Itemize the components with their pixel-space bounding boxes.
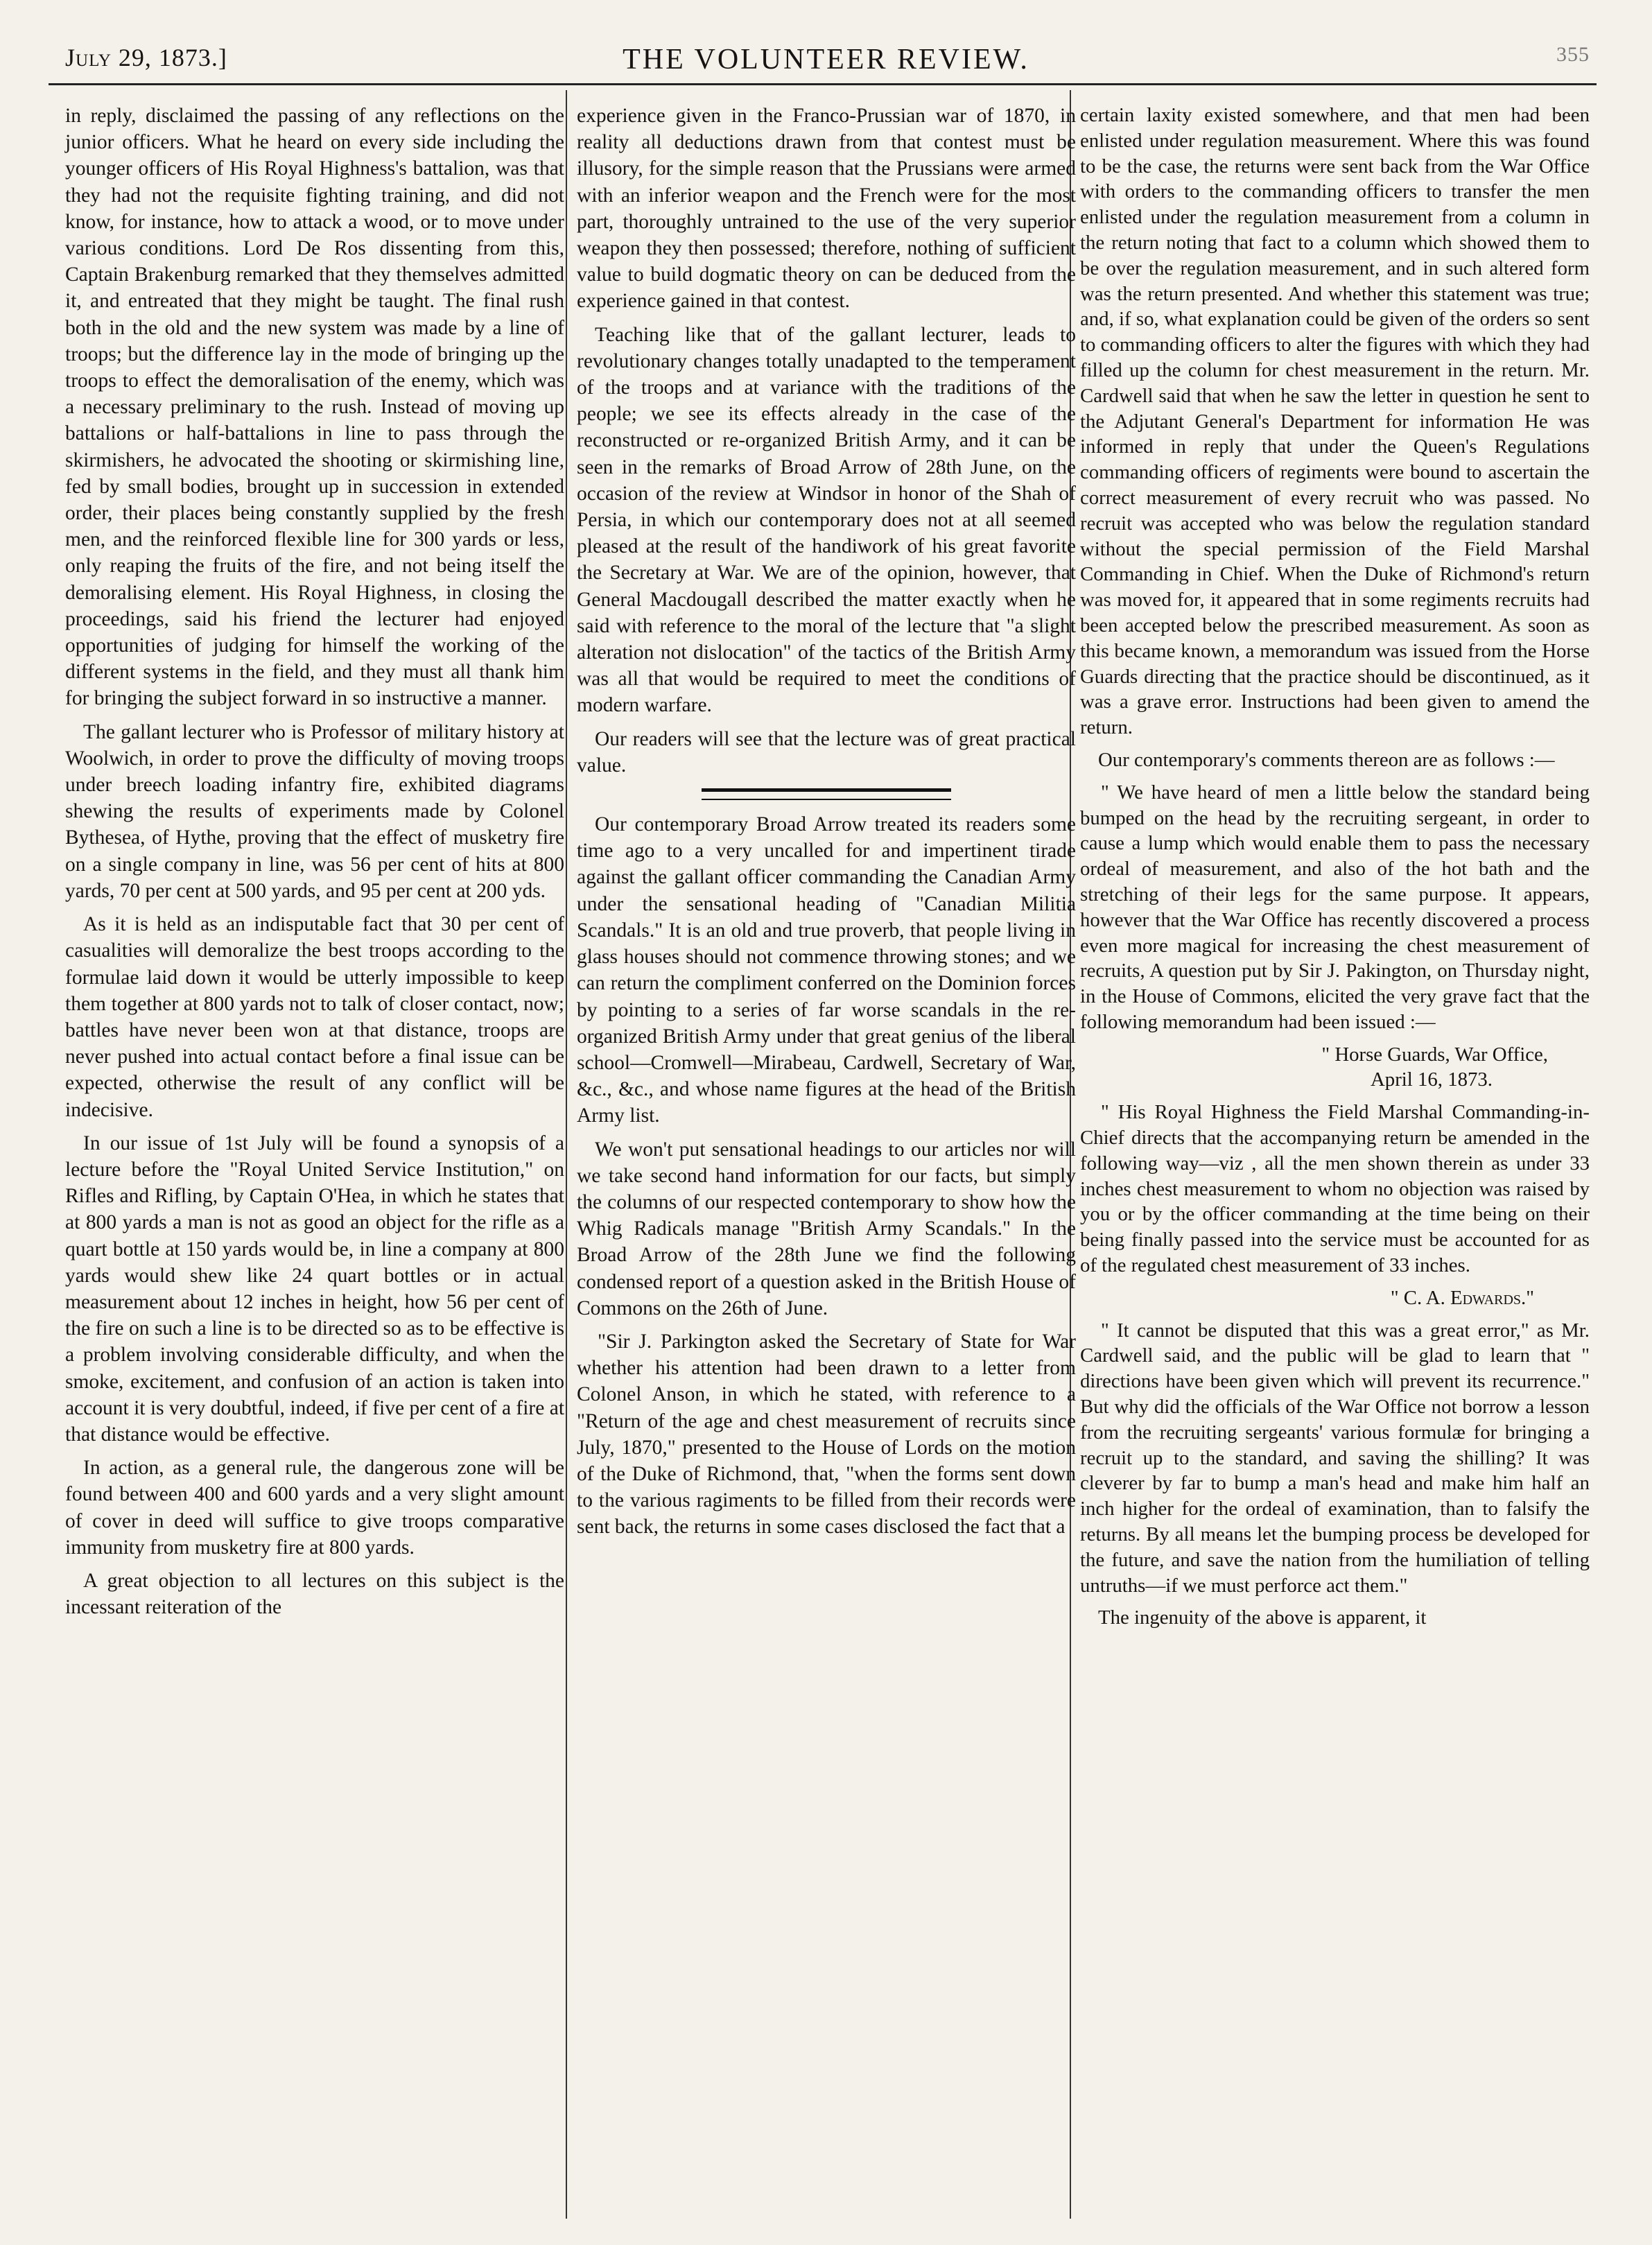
paragraph: The ingenuity of the above is apparent, it (1098, 1606, 1427, 1629)
paragraph: We won't put sensational headings to our articles nor will we take second hand information for our facts, but simply the columns of our respected contemporary to show how the Whig Radicals manage "British Army Scandals." In the Broad Arrow of the 28th June we find the following condensed report of a question asked in the British House of Commons on the 26th of June. (577, 1138, 1076, 1319)
quoted-paragraph: "Sir J. Parkington asked the Secretary of State for War whether his attention had been drawn to a letter from Colonel Anson, in which he stated, with reference to a "Return of the age and chest measurement of recruits since July, 1870," presented to the House of Lords on the motion of the Duke of Richmond, that, "when the forms sent down to the various ragiments to be filled from their records were sent back, the returns in some cases disclosed the fact that a (577, 1330, 1076, 1538)
header-rule (49, 83, 1597, 85)
memo-date: April 16, 1873. (1371, 1068, 1493, 1091)
paragraph: in reply, disclaimed the passing of any reflections on the junior officers. What he heard on every side including the younger officers of His Royal Highness's battalion, was that they had not the requisite fighting training, and did not know, for instance, how to attack a wood, or to move under various conditions. Lord De Ros dissenting from this, Captain Brakenburg remarked that they themselves admitted it, and entreated that they might be taught. The final rush both in the old and the new system was made by a line of troops; but the difference lay in the mode of bringing up the troops to effect the demoralisation of the enemy, which was a necessary preliminary to the rush. Instead of moving up battalions or half-battalions in line to pass through the skirmishers, he advocated the shooting or skirmishing line, fed by small bodies, brought up in succession in extended order, their places being constantly supplied by the fresh men, and the reinforced flexible line for 300 yards or less, only reaping the fruits of the fire, and not being itself the demoralising element. His Royal Highness, in closing the proceedings, said his friend the lecturer had enjoyed opportunities of judging for himself the working of the different systems in the field, and they must all thank him for bringing the subject forward in so instructive a manner. (65, 105, 564, 710)
memo-body: " His Royal Highness the Field Marshal Commanding-in-Chief directs that the accompanying return be amended in the following way—viz , all the men shown therein as under 33 inches chest measurement to whom no objection was raised by you or by the officer commanding at the time being on their being finally passed into the service must be accounted for as of the regulated chest measurement of 33 inches. (1080, 1101, 1590, 1277)
paragraph: In action, as a general rule, the dangerous zone will be found between 400 and 600 yards and a very slight amount of cover in deed will suffice to give troops comparative immunity from musketry fire at 800 yards. (65, 1457, 564, 1559)
memo-place: " Horse Guards, War Office, (1321, 1043, 1548, 1066)
column-1 (65, 103, 564, 1627)
quoted-paragraph: " We have heard of men a little below the standard being bumped on the head by the recruiting sergeant, in order to cause a lump which would enable them to pass the necessary ordeal of measurement, and also of the hot bath and the stretching of their legs for the same purpose. It appears, however that the War Office has recently discovered a process even more magical for increasing the chest measurement of recruits, A question put by Sir J. Pakington, on Thursday night, in the House of Commons, elicited the very grave fact that the following memorandum had been issued :— (1080, 781, 1590, 1033)
page-number: 355 (1556, 43, 1590, 66)
paragraph: Our readers will see that the lecture was of great practical value. (577, 727, 1076, 777)
memo-signature: " C. A. Edwards." (1390, 1286, 1534, 1309)
paragraph: experience given in the Franco-Prussian war of 1870, in reality all deductions drawn from that contest must be illusory, for the simple reason that the Prussians were armed with an inferior weapon and the French were for the most part, thoroughly untrained to the use of the very superior weapon they then possessed; therefore, nothing of sufficient value to build dogmatic theory on can be deduced from the experience gained in that contest. (577, 105, 1076, 313)
paragraph: Our contemporary Broad Arrow treated its readers some time ago to a very uncalled for and impertinent tirade against the gallant officer commanding the Canadian Army under the sensational heading of "Canadian Militia Scandals." It is an old and true proverb, that people living in glass houses should not commence throwing stones; and we can return the compliment conferred on the Dominion forces by pointing to a series of far worse scandals in the re-organized British Army under that great genius of the liberal school—Cromwell—Mirabeau, Cardwell, Secretary of War, &c., &c., and whose name figures at the head of the British Army list. (577, 813, 1076, 1127)
paragraph: In our issue of 1st July will be found a synopsis of a lecture before the "Royal United Service Institution," on Rifles and Rifling, by Captain O'Hea, in which he states that at 800 yards a man is not as good an object for the rifle as a quart bottle at 150 yards would be, in line a company at 800 yards would shew like 24 quart bottles or in actual measurement about 12 inches in height, how 56 per cent of the fire on such a line is to be directed so as to be effective is a problem involving considerable difficulty, and when the smoke, excitement, and confusion of an action is taken into account it is very doubtful, indeed, if five per cent of a fire at that distance would be effective. (65, 1132, 565, 1446)
publication-title: THE VOLUNTEER REVIEW. (623, 44, 1029, 76)
paragraph: A great objection to all lectures on this subject is the incessant reiteration of the (65, 1569, 564, 1619)
paragraph: certain laxity existed somewhere, and that men had been enlisted under regulation measurement. Where this was found to be the case, the returns were sent back from the War Office with orders to the commanding officers to transfer the men enlisted under the regulation measurement from a column in the return noting that fact to a column which showed them to be over the regulation measurement, and in such altered form was the return presented. And whether this statement was true; and, if so, what explanation could be given of the orders so sent to commanding officers to alter the figures with which they had filled up the column for chest measurement in the return. Mr. Cardwell said that when he saw the letter in question he sent to the Adjutant General's Department for information He was informed in reply that under the Queen's Regulations commanding officers of regiments were bound to ascertain the correct measurement of every recruit who was passed. No recruit was accepted who was below the regulation standard without the special permission of the Field Marshal Commanding in Chief. When the Duke of Richmond's return was moved for, it appeared that in some regiments recruits had been accepted below the prescribed measurement. As soon as this became known, a memorandum was issued from the Horse Guards directing that the practice should be discontinued, as it was a grave error. Instructions had been given to amend the return. (1080, 104, 1590, 739)
paragraph: " It cannot be disputed that this was a great error," as Mr. Cardwell said, and the public will be glad to learn that " directions have been given which will prevent its recurrence." But why did the officials of the War Office not borrow a lesson from the recruiting sergeants' various formulæ for bringing a recruit up to the standard, and saving the shilling? It was cleverer by far to bump a man's head and make him half an inch higher for the ordeal of examination, than to falsify the returns. By all means let the bumping process be developed for the future, and save the nation from the humiliation of telling untruths—if we must perforce act them." (1080, 1319, 1590, 1597)
column-divider (566, 90, 567, 2219)
paragraph: Teaching like that of the gallant lecturer, leads to revolutionary changes totally unadapted to the temperament of the troops and at variance with the traditions of the people; we see its effects already in the case of the reconstructed or re-organized British Army, and it can be seen in the remarks of Broad Arrow of 28th June, on the occasion of the review at Windsor in honor of the Shah of Persia, in which our contemporary does not at all seemed pleased at the result of the handiwork of his great favorite the Secretary at War. We are of the opinion, however, that General Macdougall described the matter exactly when he said with reference to the moral of the lecture that "a slight alteration not dislocation" of the tactics of the British Army was all that would be required to meet the conditions of modern warfare. (577, 323, 1076, 717)
paragraph: As it is held as an indisputable fact that 30 per cent of casualities will demoralize the best troops according to the formulae laid down it would be utterly impossible to keep them together at 800 yards not to talk of closer contact, now; battles have never been won at that distance, troops are never pushed into actual contact before a final issue can be expected, otherwise the result of any conflict will be indecisive. (65, 913, 564, 1121)
paragraph: The gallant lecturer who is Professor of military history at Woolwich, in order to prove the difficulty of moving troops under breech loading infantry fire, exhibited diagrams shewing the results of experiments made by Colonel Bythesea, of Hythe, proving that the effect of musketry fire on a single company in line, was 56 per cent of hits at 800 yards, 70 per cent at 500 yards, and 95 per cent at 200 yds. (65, 720, 564, 902)
paragraph: Our contemporary's comments thereon are as follows :— (1098, 748, 1555, 771)
issue-date: July 29, 1873.] (65, 44, 227, 71)
section-divider (702, 788, 951, 800)
column-3 (1080, 103, 1590, 1638)
column-2 (577, 103, 1076, 1548)
